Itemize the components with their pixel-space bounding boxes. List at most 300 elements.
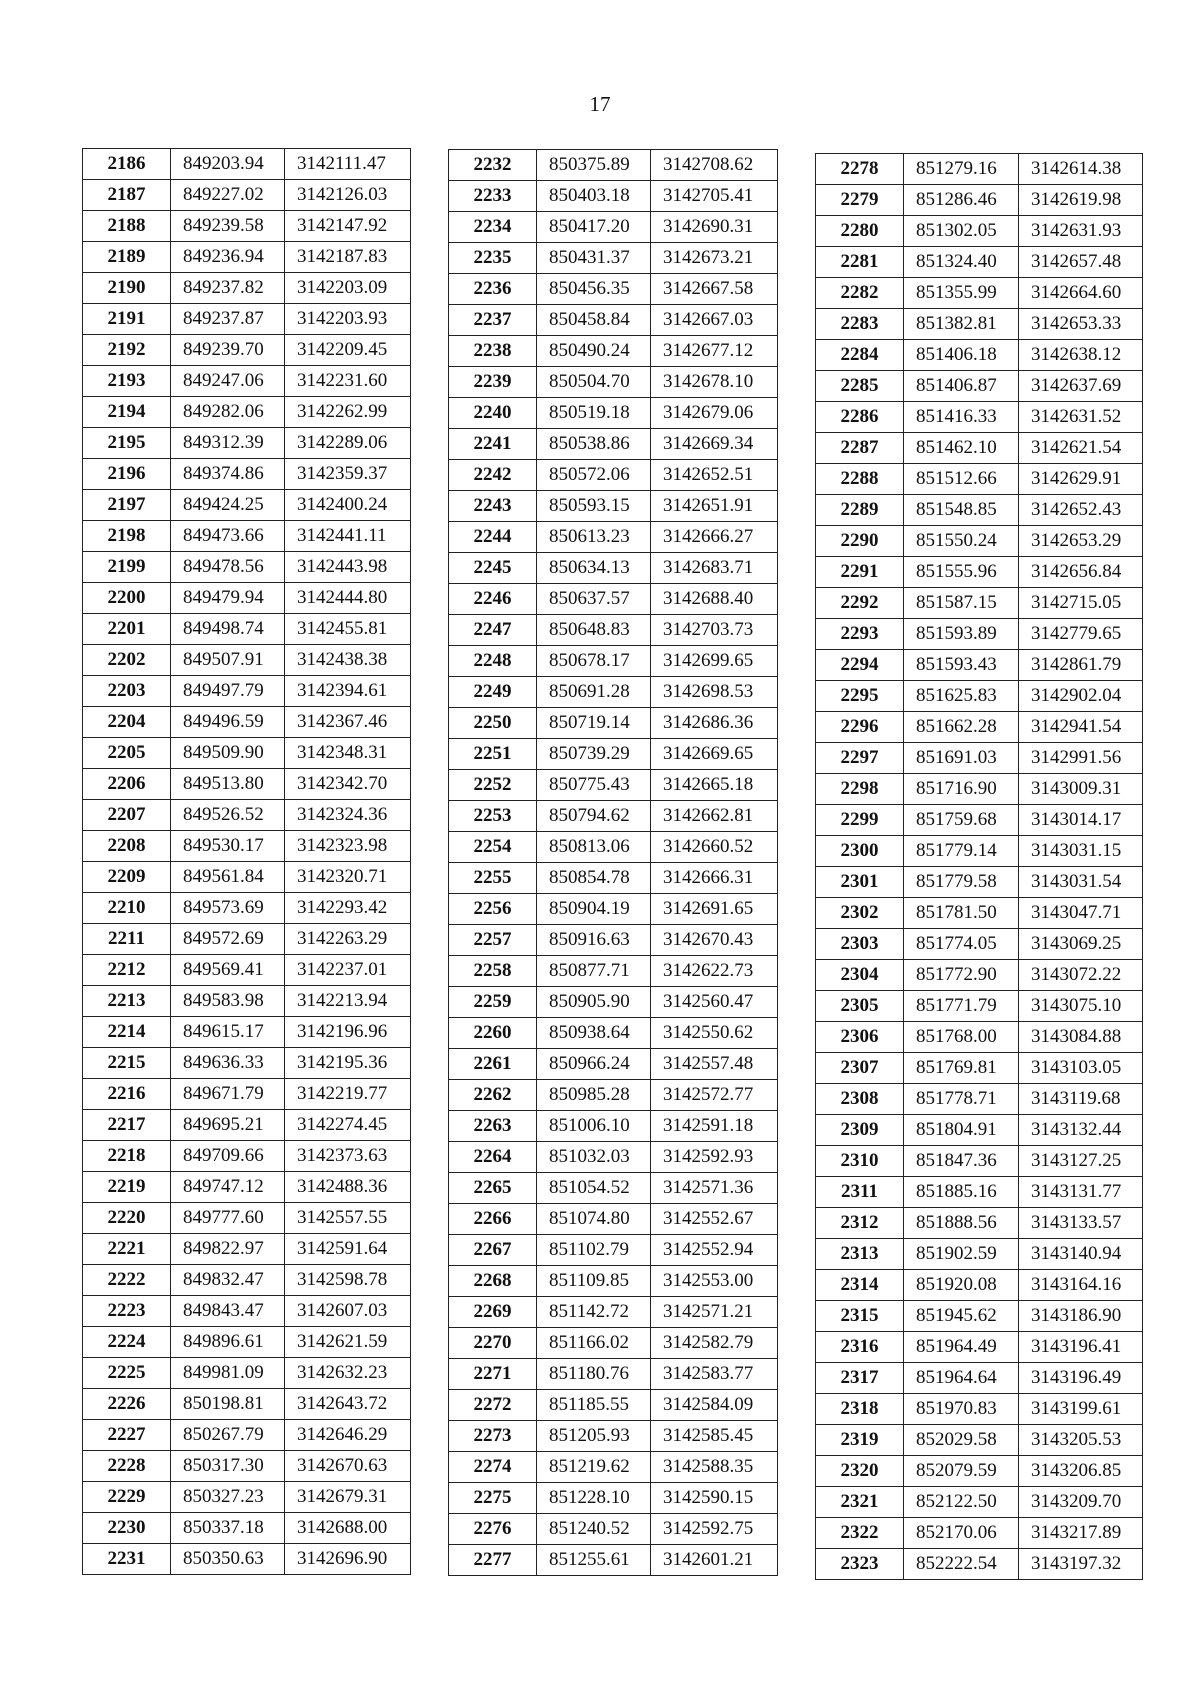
point-number: 2203 — [83, 676, 171, 707]
point-number: 2244 — [449, 522, 537, 553]
point-number: 2295 — [816, 681, 904, 712]
point-number: 2211 — [83, 924, 171, 955]
x-coordinate: 850938.64 — [537, 1018, 651, 1049]
table-row — [83, 707, 411, 738]
y-coordinate: 3143127.25 — [1019, 1146, 1143, 1177]
table-row — [816, 805, 1143, 836]
table-row — [816, 1456, 1143, 1487]
y-coordinate: 3142656.84 — [1019, 557, 1143, 588]
y-coordinate: 3142591.18 — [651, 1111, 778, 1142]
x-coordinate: 851888.56 — [904, 1208, 1019, 1239]
point-number: 2297 — [816, 743, 904, 774]
table-row — [816, 1053, 1143, 1084]
y-coordinate: 3142691.65 — [651, 894, 778, 925]
point-number: 2198 — [83, 521, 171, 552]
x-coordinate: 851302.05 — [904, 216, 1019, 247]
x-coordinate: 849822.97 — [171, 1234, 285, 1265]
point-number: 2303 — [816, 929, 904, 960]
table-row — [449, 1545, 778, 1576]
table-row — [816, 216, 1143, 247]
point-number: 2252 — [449, 770, 537, 801]
x-coordinate: 851920.08 — [904, 1270, 1019, 1301]
x-coordinate: 849424.25 — [171, 490, 285, 521]
y-coordinate: 3142126.03 — [285, 180, 411, 211]
y-coordinate: 3143199.61 — [1019, 1394, 1143, 1425]
y-coordinate: 3142652.43 — [1019, 495, 1143, 526]
x-coordinate: 850337.18 — [171, 1513, 285, 1544]
table-row — [816, 464, 1143, 495]
y-coordinate: 3142591.64 — [285, 1234, 411, 1265]
x-coordinate: 851355.99 — [904, 278, 1019, 309]
table-row — [816, 1549, 1143, 1580]
point-number: 2238 — [449, 336, 537, 367]
x-coordinate: 851662.28 — [904, 712, 1019, 743]
table-row — [83, 1172, 411, 1203]
point-number: 2282 — [816, 278, 904, 309]
point-number: 2288 — [816, 464, 904, 495]
table-row — [83, 180, 411, 211]
x-coordinate: 849478.56 — [171, 552, 285, 583]
x-coordinate: 851142.72 — [537, 1297, 651, 1328]
y-coordinate: 3142631.52 — [1019, 402, 1143, 433]
point-number: 2290 — [816, 526, 904, 557]
table-row — [816, 836, 1143, 867]
table-row — [449, 274, 778, 305]
point-number: 2287 — [816, 433, 904, 464]
x-coordinate: 849237.82 — [171, 273, 285, 304]
x-coordinate: 849561.84 — [171, 862, 285, 893]
x-coordinate: 849981.09 — [171, 1358, 285, 1389]
point-number: 2186 — [83, 149, 171, 180]
table-row — [449, 1235, 778, 1266]
x-coordinate: 849569.41 — [171, 955, 285, 986]
point-number: 2308 — [816, 1084, 904, 1115]
table-row — [816, 1487, 1143, 1518]
table-row — [83, 1110, 411, 1141]
point-number: 2250 — [449, 708, 537, 739]
y-coordinate: 3142665.18 — [651, 770, 778, 801]
y-coordinate: 3142488.36 — [285, 1172, 411, 1203]
table-row — [83, 1017, 411, 1048]
y-coordinate: 3142715.05 — [1019, 588, 1143, 619]
x-coordinate: 849247.06 — [171, 366, 285, 397]
point-number: 2235 — [449, 243, 537, 274]
y-coordinate: 3143031.54 — [1019, 867, 1143, 898]
y-coordinate: 3142231.60 — [285, 366, 411, 397]
point-number: 2316 — [816, 1332, 904, 1363]
x-coordinate: 849479.94 — [171, 583, 285, 614]
y-coordinate: 3142262.99 — [285, 397, 411, 428]
table-row — [83, 955, 411, 986]
table-row — [816, 991, 1143, 1022]
y-coordinate: 3142637.69 — [1019, 371, 1143, 402]
y-coordinate: 3142670.43 — [651, 925, 778, 956]
x-coordinate: 850198.81 — [171, 1389, 285, 1420]
x-coordinate: 851416.33 — [904, 402, 1019, 433]
y-coordinate: 3142678.10 — [651, 367, 778, 398]
point-number: 2210 — [83, 893, 171, 924]
point-number: 2314 — [816, 1270, 904, 1301]
point-number: 2218 — [83, 1141, 171, 1172]
x-coordinate: 852079.59 — [904, 1456, 1019, 1487]
x-coordinate: 851593.43 — [904, 650, 1019, 681]
x-coordinate: 850966.24 — [537, 1049, 651, 1080]
y-coordinate: 3142669.34 — [651, 429, 778, 460]
x-coordinate: 849239.70 — [171, 335, 285, 366]
table-row — [449, 1204, 778, 1235]
y-coordinate: 3142219.77 — [285, 1079, 411, 1110]
y-coordinate: 3142323.98 — [285, 831, 411, 862]
table-row — [816, 681, 1143, 712]
table-row — [83, 614, 411, 645]
y-coordinate: 3142289.06 — [285, 428, 411, 459]
y-coordinate: 3142373.63 — [285, 1141, 411, 1172]
point-number: 2246 — [449, 584, 537, 615]
y-coordinate: 3143205.53 — [1019, 1425, 1143, 1456]
table-row — [83, 1420, 411, 1451]
y-coordinate: 3142699.65 — [651, 646, 778, 677]
x-coordinate: 852222.54 — [904, 1549, 1019, 1580]
x-coordinate: 850678.17 — [537, 646, 651, 677]
table-row — [449, 1080, 778, 1111]
table-row — [449, 1483, 778, 1514]
point-number: 2318 — [816, 1394, 904, 1425]
point-number: 2219 — [83, 1172, 171, 1203]
y-coordinate: 3142696.90 — [285, 1544, 411, 1575]
y-coordinate: 3142443.98 — [285, 552, 411, 583]
y-coordinate: 3142203.09 — [285, 273, 411, 304]
table-row — [449, 1421, 778, 1452]
x-coordinate: 850572.06 — [537, 460, 651, 491]
x-coordinate: 849896.61 — [171, 1327, 285, 1358]
table-row — [449, 1359, 778, 1390]
table-row — [449, 1266, 778, 1297]
point-number: 2227 — [83, 1420, 171, 1451]
y-coordinate: 3142669.65 — [651, 739, 778, 770]
table-row — [816, 1518, 1143, 1549]
x-coordinate: 850739.29 — [537, 739, 651, 770]
x-coordinate: 849473.66 — [171, 521, 285, 552]
x-coordinate: 851964.64 — [904, 1363, 1019, 1394]
x-coordinate: 849507.91 — [171, 645, 285, 676]
table-row — [449, 460, 778, 491]
x-coordinate: 850490.24 — [537, 336, 651, 367]
y-coordinate: 3142571.36 — [651, 1173, 778, 1204]
x-coordinate: 849239.58 — [171, 211, 285, 242]
x-coordinate: 851625.83 — [904, 681, 1019, 712]
table-row — [83, 521, 411, 552]
table-row — [816, 712, 1143, 743]
table-row — [816, 278, 1143, 309]
table-row — [816, 1270, 1143, 1301]
table-row — [816, 1146, 1143, 1177]
point-number: 2205 — [83, 738, 171, 769]
y-coordinate: 3143206.85 — [1019, 1456, 1143, 1487]
point-number: 2216 — [83, 1079, 171, 1110]
table-row — [449, 925, 778, 956]
point-number: 2258 — [449, 956, 537, 987]
x-coordinate: 850634.13 — [537, 553, 651, 584]
y-coordinate: 3142666.31 — [651, 863, 778, 894]
point-number: 2225 — [83, 1358, 171, 1389]
point-number: 2273 — [449, 1421, 537, 1452]
x-coordinate: 852029.58 — [904, 1425, 1019, 1456]
x-coordinate: 849498.74 — [171, 614, 285, 645]
table-row — [816, 247, 1143, 278]
y-coordinate: 3142557.55 — [285, 1203, 411, 1234]
point-number: 2212 — [83, 955, 171, 986]
table-row — [816, 1208, 1143, 1239]
y-coordinate: 3142991.56 — [1019, 743, 1143, 774]
table-row — [83, 1203, 411, 1234]
y-coordinate: 3142638.12 — [1019, 340, 1143, 371]
point-number: 2291 — [816, 557, 904, 588]
table-row — [816, 1394, 1143, 1425]
y-coordinate: 3142646.29 — [285, 1420, 411, 1451]
y-coordinate: 3142590.15 — [651, 1483, 778, 1514]
x-coordinate: 849671.79 — [171, 1079, 285, 1110]
x-coordinate: 849496.59 — [171, 707, 285, 738]
y-coordinate: 3142601.21 — [651, 1545, 778, 1576]
x-coordinate: 851768.00 — [904, 1022, 1019, 1053]
y-coordinate: 3143196.41 — [1019, 1332, 1143, 1363]
point-number: 2223 — [83, 1296, 171, 1327]
point-number: 2255 — [449, 863, 537, 894]
x-coordinate: 850267.79 — [171, 1420, 285, 1451]
x-coordinate: 850417.20 — [537, 212, 651, 243]
table-row — [816, 650, 1143, 681]
y-coordinate: 3143197.32 — [1019, 1549, 1143, 1580]
y-coordinate: 3142588.35 — [651, 1452, 778, 1483]
point-number: 2215 — [83, 1048, 171, 1079]
point-number: 2196 — [83, 459, 171, 490]
y-coordinate: 3142274.45 — [285, 1110, 411, 1141]
table-row — [83, 1482, 411, 1513]
table-row — [449, 832, 778, 863]
y-coordinate: 3142585.45 — [651, 1421, 778, 1452]
y-coordinate: 3142670.63 — [285, 1451, 411, 1482]
table-row — [449, 367, 778, 398]
y-coordinate: 3142690.31 — [651, 212, 778, 243]
y-coordinate: 3142263.29 — [285, 924, 411, 955]
point-number: 2193 — [83, 366, 171, 397]
table-row — [83, 676, 411, 707]
point-number: 2313 — [816, 1239, 904, 1270]
y-coordinate: 3142394.61 — [285, 676, 411, 707]
table-row — [83, 645, 411, 676]
table-row — [83, 986, 411, 1017]
y-coordinate: 3143072.22 — [1019, 960, 1143, 991]
table-row — [83, 1048, 411, 1079]
point-number: 2306 — [816, 1022, 904, 1053]
x-coordinate: 850775.43 — [537, 770, 651, 801]
x-coordinate: 849573.69 — [171, 893, 285, 924]
table-row — [816, 619, 1143, 650]
y-coordinate: 3142705.41 — [651, 181, 778, 212]
y-coordinate: 3142557.48 — [651, 1049, 778, 1080]
x-coordinate: 851324.40 — [904, 247, 1019, 278]
point-number: 2207 — [83, 800, 171, 831]
point-number: 2312 — [816, 1208, 904, 1239]
y-coordinate: 3142679.06 — [651, 398, 778, 429]
point-number: 2261 — [449, 1049, 537, 1080]
y-coordinate: 3143131.77 — [1019, 1177, 1143, 1208]
point-number: 2263 — [449, 1111, 537, 1142]
point-number: 2254 — [449, 832, 537, 863]
y-coordinate: 3142861.79 — [1019, 650, 1143, 681]
point-number: 2236 — [449, 274, 537, 305]
table-row — [816, 154, 1143, 185]
x-coordinate: 849526.52 — [171, 800, 285, 831]
point-number: 2286 — [816, 402, 904, 433]
x-coordinate: 851691.03 — [904, 743, 1019, 774]
y-coordinate: 3142643.72 — [285, 1389, 411, 1420]
point-number: 2237 — [449, 305, 537, 336]
x-coordinate: 849513.80 — [171, 769, 285, 800]
point-number: 2220 — [83, 1203, 171, 1234]
y-coordinate: 3142209.45 — [285, 335, 411, 366]
point-number: 2245 — [449, 553, 537, 584]
point-number: 2310 — [816, 1146, 904, 1177]
table-row — [83, 924, 411, 955]
x-coordinate: 851587.15 — [904, 588, 1019, 619]
point-number: 2268 — [449, 1266, 537, 1297]
table-row — [816, 309, 1143, 340]
x-coordinate: 849374.86 — [171, 459, 285, 490]
y-coordinate: 3142698.53 — [651, 677, 778, 708]
table-row — [83, 1544, 411, 1575]
table-row — [449, 1297, 778, 1328]
x-coordinate: 849509.90 — [171, 738, 285, 769]
y-coordinate: 3142653.33 — [1019, 309, 1143, 340]
x-coordinate: 851593.89 — [904, 619, 1019, 650]
x-coordinate: 849236.94 — [171, 242, 285, 273]
table-row — [83, 862, 411, 893]
y-coordinate: 3142552.67 — [651, 1204, 778, 1235]
y-coordinate: 3142621.59 — [285, 1327, 411, 1358]
y-coordinate: 3143084.88 — [1019, 1022, 1143, 1053]
x-coordinate: 851774.05 — [904, 929, 1019, 960]
x-coordinate: 851219.62 — [537, 1452, 651, 1483]
y-coordinate: 3142629.91 — [1019, 464, 1143, 495]
x-coordinate: 849237.87 — [171, 304, 285, 335]
y-coordinate: 3143075.10 — [1019, 991, 1143, 1022]
point-number: 2275 — [449, 1483, 537, 1514]
table-row — [449, 491, 778, 522]
table-row — [83, 490, 411, 521]
table-row — [816, 185, 1143, 216]
y-coordinate: 3142320.71 — [285, 862, 411, 893]
y-coordinate: 3142203.93 — [285, 304, 411, 335]
x-coordinate: 851205.93 — [537, 1421, 651, 1452]
x-coordinate: 851054.52 — [537, 1173, 651, 1204]
table-row — [816, 495, 1143, 526]
y-coordinate: 3143047.71 — [1019, 898, 1143, 929]
y-coordinate: 3142560.47 — [651, 987, 778, 1018]
x-coordinate: 851166.02 — [537, 1328, 651, 1359]
table-row — [449, 708, 778, 739]
point-number: 2322 — [816, 1518, 904, 1549]
y-coordinate: 3142662.81 — [651, 801, 778, 832]
y-coordinate: 3142572.77 — [651, 1080, 778, 1111]
y-coordinate: 3143119.68 — [1019, 1084, 1143, 1115]
x-coordinate: 849709.66 — [171, 1141, 285, 1172]
x-coordinate: 851406.87 — [904, 371, 1019, 402]
point-number: 2299 — [816, 805, 904, 836]
y-coordinate: 3143103.05 — [1019, 1053, 1143, 1084]
x-coordinate: 851847.36 — [904, 1146, 1019, 1177]
x-coordinate: 849530.17 — [171, 831, 285, 862]
y-coordinate: 3143140.94 — [1019, 1239, 1143, 1270]
table-row — [449, 429, 778, 460]
point-number: 2296 — [816, 712, 904, 743]
y-coordinate: 3143014.17 — [1019, 805, 1143, 836]
table-row — [449, 987, 778, 1018]
table-row — [816, 588, 1143, 619]
y-coordinate: 3142400.24 — [285, 490, 411, 521]
point-number: 2320 — [816, 1456, 904, 1487]
point-number: 2269 — [449, 1297, 537, 1328]
table-row — [449, 1049, 778, 1080]
point-number: 2190 — [83, 273, 171, 304]
table-row — [449, 863, 778, 894]
y-coordinate: 3142651.91 — [651, 491, 778, 522]
point-number: 2276 — [449, 1514, 537, 1545]
point-number: 2285 — [816, 371, 904, 402]
table-row — [83, 552, 411, 583]
point-number: 2214 — [83, 1017, 171, 1048]
x-coordinate: 850538.86 — [537, 429, 651, 460]
point-number: 2264 — [449, 1142, 537, 1173]
x-coordinate: 851772.90 — [904, 960, 1019, 991]
y-coordinate: 3142902.04 — [1019, 681, 1143, 712]
coordinate-table-middle — [448, 149, 778, 1576]
y-coordinate: 3142632.23 — [285, 1358, 411, 1389]
point-number: 2249 — [449, 677, 537, 708]
table-row — [83, 459, 411, 490]
table-row — [449, 739, 778, 770]
y-coordinate: 3142438.38 — [285, 645, 411, 676]
point-number: 2248 — [449, 646, 537, 677]
x-coordinate: 850327.23 — [171, 1482, 285, 1513]
point-number: 2307 — [816, 1053, 904, 1084]
table-row — [449, 677, 778, 708]
table-row — [449, 894, 778, 925]
x-coordinate: 851286.46 — [904, 185, 1019, 216]
x-coordinate: 850854.78 — [537, 863, 651, 894]
y-coordinate: 3143209.70 — [1019, 1487, 1143, 1518]
table-row — [83, 800, 411, 831]
point-number: 2233 — [449, 181, 537, 212]
x-coordinate: 849583.98 — [171, 986, 285, 1017]
y-coordinate: 3142196.96 — [285, 1017, 411, 1048]
x-coordinate: 851550.24 — [904, 526, 1019, 557]
point-number: 2226 — [83, 1389, 171, 1420]
y-coordinate: 3143069.25 — [1019, 929, 1143, 960]
table-row — [816, 402, 1143, 433]
table-row — [449, 770, 778, 801]
table-row — [816, 1022, 1143, 1053]
table-row — [449, 150, 778, 181]
x-coordinate: 850648.83 — [537, 615, 651, 646]
y-coordinate: 3142686.36 — [651, 708, 778, 739]
y-coordinate: 3142679.31 — [285, 1482, 411, 1513]
table-row — [816, 1177, 1143, 1208]
table-row — [83, 397, 411, 428]
y-coordinate: 3143164.16 — [1019, 1270, 1143, 1301]
y-coordinate: 3142359.37 — [285, 459, 411, 490]
y-coordinate: 3142607.03 — [285, 1296, 411, 1327]
